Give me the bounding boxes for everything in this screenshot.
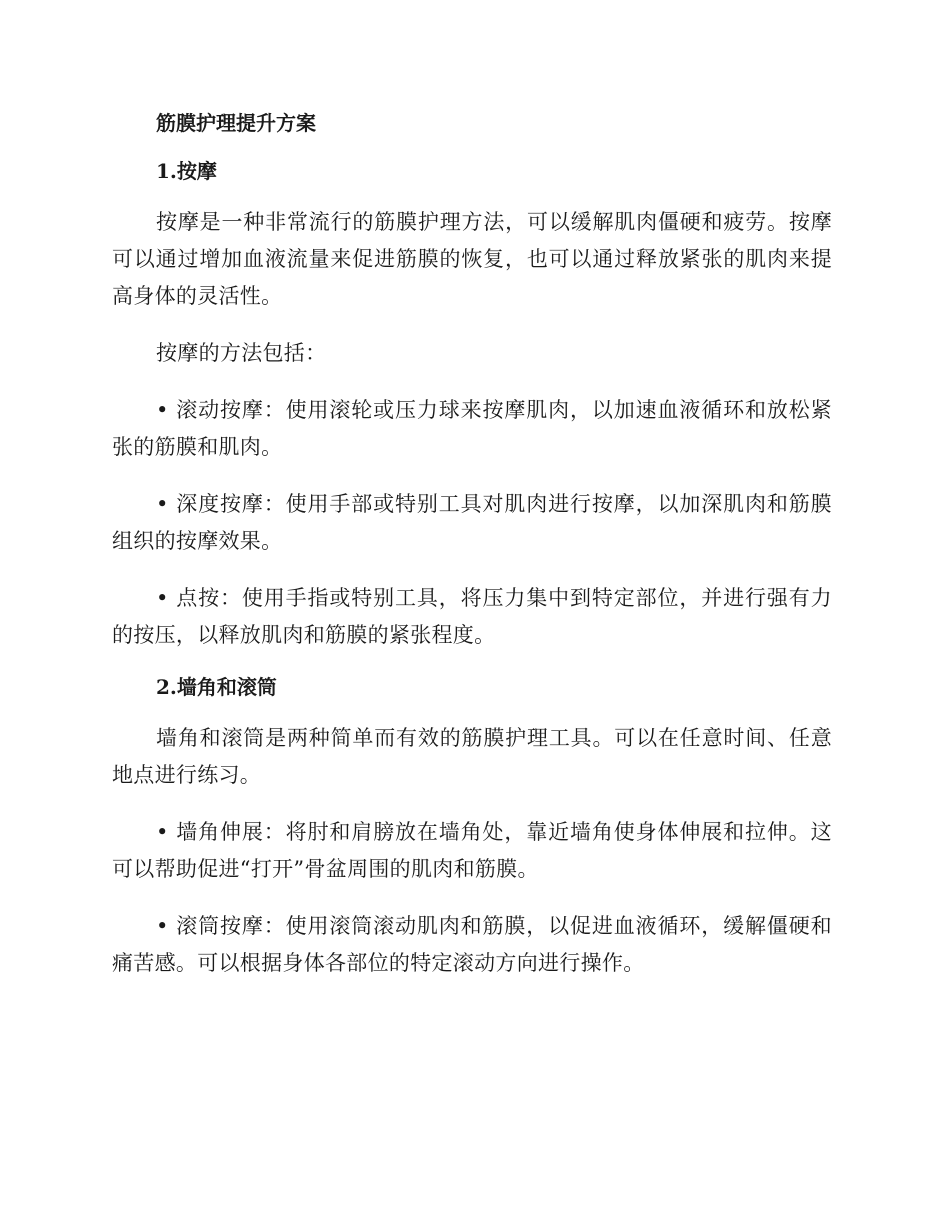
list-item: • 点按：使用手指或特别工具，将压力集中到特定部位，并进行强有力的按压，以释放肌肉和筋膜的紧张程度。 (112, 586, 832, 647)
section-heading: 1.按摩 (156, 159, 217, 183)
list-item: • 深度按摩：使用手部或特别工具对肌肉进行按摩，以加深肌肉和筋膜组织的按摩效果。 (112, 492, 832, 553)
list-item: • 滚筒按摩：使用滚筒滚动肌肉和筋膜，以促进血液循环，缓解僵硬和痛苦感。可以根据身体各部位的特定滚动方向进行操作。 (112, 914, 832, 975)
document-title: 筋膜护理提升方案 (156, 111, 316, 135)
paragraph: 墙角和滚筒是两种简单而有效的筋膜护理工具。可以在任意时间、任意地点进行练习。 (112, 726, 832, 787)
list-item: • 滚动按摩：使用滚轮或压力球来按摩肌肉，以加速血液循环和放松紧张的筋膜和肌肉。 (112, 398, 832, 459)
document-page (112, 110, 832, 1002)
paragraph: 按摩是一种非常流行的筋膜护理方法，可以缓解肌肉僵硬和疲劳。按摩可以通过增加血液流量来促进筋膜的恢复，也可以通过释放紧张的肌肉来提高身体的灵活性。 (112, 210, 832, 308)
section-massage (112, 158, 832, 654)
section-wall-corner-roller (112, 674, 832, 982)
section-heading: 2.墙角和滚筒 (156, 675, 277, 699)
list-item: • 墙角伸展：将肘和肩膀放在墙角处，靠近墙角使身体伸展和拉伸。这可以帮助促进“打开”骨盆周围的肌肉和筋膜。 (112, 820, 832, 881)
paragraph: 按摩的方法包括： (156, 341, 327, 365)
